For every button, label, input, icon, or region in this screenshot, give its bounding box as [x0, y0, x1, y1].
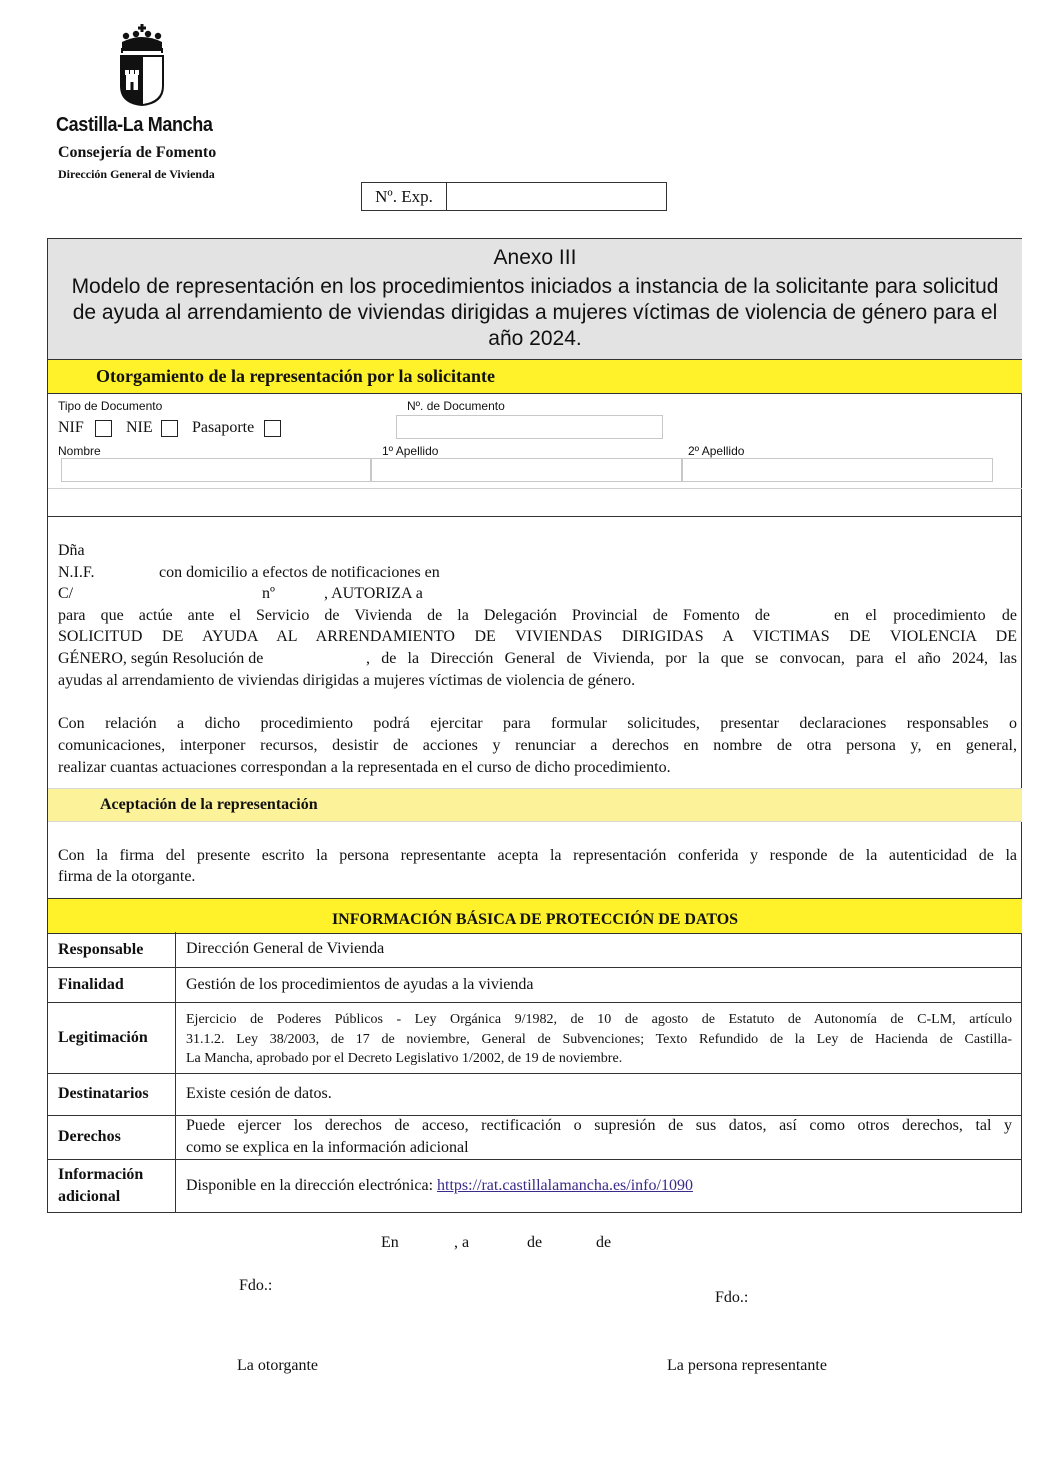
accept-line-1: Con la firma del presente escrito la persona representante acepta la representación conferida y responde de la autenticidad de la — [58, 847, 1017, 864]
table-row-value: Existe cesión de datos. — [186, 1085, 332, 1102]
table-row-value: Gestión de los procedimientos de ayudas a la vivienda — [186, 976, 534, 993]
accept-line-2: firma de la otorgante. — [58, 868, 196, 885]
passport-checkbox[interactable] — [264, 420, 281, 437]
surname2-input[interactable] — [682, 458, 993, 482]
auth-line-2: SOLICITUD DE AYUDA AL ARRENDAMIENTO DE VIVIENDAS DIRIGIDAS A VICTIMAS DE VIOLENCIA DE — [58, 628, 1017, 645]
form-heading: Modelo de representación en los procedimientos iniciados a instancia de la solicitante para solicitud de ayuda al arrendamiento de viviendas dirigidas a mujeres víctimas de violencia de género para el año 2024. — [71, 275, 999, 350]
sub-department-name: Dirección General de Vivienda — [58, 167, 215, 181]
nif-text-label: N.I.F. — [58, 564, 95, 581]
table-row-divider — [48, 1159, 1022, 1160]
dna-label: Dña — [58, 542, 85, 559]
nif-option-label: NIF — [58, 419, 84, 436]
table-row-value: Dirección General de Vivienda — [186, 940, 385, 957]
table-row-divider — [48, 1073, 1022, 1074]
table-row-value-line: La Mancha, aprobado por el Decreto Legislativo 1/2002, de 19 de noviembre. — [186, 1051, 623, 1066]
table-row-label: Finalidad — [58, 976, 124, 993]
surname1-input[interactable] — [371, 458, 682, 482]
divider — [48, 516, 1022, 517]
grantor-signature-label: Fdo.: — [239, 1277, 273, 1294]
name-label: Nombre — [58, 444, 101, 458]
table-row-value-line: Ejercicio de Poderes Públicos - Ley Orgánica 9/1982, de 10 de agosto de Estatuto de Autonomía de C-LM, artículo — [186, 1012, 1012, 1027]
number-label: nº — [262, 585, 275, 602]
surname2-label: 2º Apellido — [688, 444, 745, 458]
exp-number-input[interactable] — [447, 183, 666, 210]
table-row-label: Responsable — [58, 941, 144, 958]
auth-line-4: ayudas al arrendamiento de viviendas dirigidas a mujeres víctimas de violencia de género. — [58, 672, 636, 689]
nie-checkbox[interactable] — [161, 420, 178, 437]
table-row-value-line: Puede ejercer los derechos de acceso, rectificación o supresión de sus datos, así como otros derechos, tal y — [186, 1117, 1012, 1134]
table-row-label: Destinatarios — [58, 1085, 149, 1102]
table-row-label: Información — [58, 1166, 144, 1183]
doc-number-label: Nº. de Documento — [407, 399, 505, 413]
surname1-label: 1º Apellido — [382, 444, 439, 458]
representative-caption: La persona representante — [667, 1357, 827, 1374]
data-protection-title: INFORMACIÓN BÁSICA DE PROTECCIÓN DE DATOS — [331, 911, 739, 928]
nif-checkbox[interactable] — [95, 420, 112, 437]
doc-number-input[interactable] — [396, 415, 663, 439]
divider — [48, 488, 1022, 489]
department-name: Consejería de Fomento — [58, 144, 217, 161]
nie-option-label: NIE — [126, 419, 153, 436]
grantor-caption: La otorgante — [237, 1357, 319, 1374]
domicile-text: con domicilio a efectos de notificaciones en — [159, 564, 440, 581]
additional-info-link[interactable]: https://rat.castillalamancha.es/info/1090 — [437, 1177, 693, 1194]
section-accept-title: Aceptación de la representación — [100, 796, 318, 813]
powers-line-2: comunicaciones, interponer recursos, desistir de acciones y renunciar a derechos en nombre de otra persona y, en general, — [58, 737, 1017, 754]
name-input[interactable] — [61, 458, 371, 482]
table-row-divider — [48, 1002, 1022, 1003]
auth-line-3b: , de la Dirección General de Vivienda, por la que se convocan, para el año 2024, las — [366, 650, 1017, 667]
castilla-la-mancha-crown-shield-logo — [116, 24, 170, 108]
table-row-label: adicional — [58, 1188, 121, 1205]
auth-line-1b: en el procedimiento de — [834, 607, 1017, 624]
table-row-divider — [48, 967, 1022, 968]
additional-info-text: Disponible en la dirección electrónica: — [186, 1177, 438, 1194]
doc-type-label: Tipo de Documento — [58, 399, 163, 413]
table-row-label: Derechos — [58, 1128, 121, 1145]
passport-option-label: Pasaporte — [192, 419, 255, 436]
representative-signature-label: Fdo.: — [715, 1289, 749, 1306]
form-header — [48, 239, 1022, 360]
table-row-value-line: como se explica en la información adicional — [186, 1139, 469, 1156]
table-row-label: Legitimación — [58, 1029, 148, 1046]
authorizes-text: , AUTORIZA a — [324, 585, 423, 602]
date-de-2: de — [596, 1234, 612, 1251]
date-separator: , a — [454, 1234, 470, 1251]
table-row-value-line: 31.1.2. Ley 38/2003, de 17 de noviembre, General de Subvenciones; Texto Refundido de la Ley de Hacienda de Castilla- — [186, 1032, 1012, 1047]
brand-name: Castilla-La Mancha — [56, 114, 213, 136]
date-de-1: de — [527, 1234, 543, 1251]
auth-line-3a: GÉNERO, según Resolución de — [58, 650, 264, 667]
exp-number-box — [361, 182, 667, 211]
place-label: En — [381, 1234, 399, 1251]
street-label: C/ — [58, 585, 74, 602]
section-grant-title: Otorgamiento de la representación por la solicitante — [96, 366, 495, 386]
table-row-divider — [48, 1115, 1022, 1116]
powers-line-3: realizar cuantas actuaciones correspondan a la representada en el curso de dicho procedimiento. — [58, 759, 671, 776]
auth-line-1a: para que actúe ante el Servicio de Vivienda de la Delegación Provincial de Fomento de — [58, 607, 770, 624]
table-row-value — [186, 1177, 693, 1195]
annex-title: Anexo III — [493, 246, 577, 269]
powers-line-1: Con relación a dicho procedimiento podrá ejercitar para formular solicitudes, presentar declaraciones responsables o — [58, 715, 1017, 732]
exp-number-label: Nº. Exp. — [362, 183, 447, 210]
